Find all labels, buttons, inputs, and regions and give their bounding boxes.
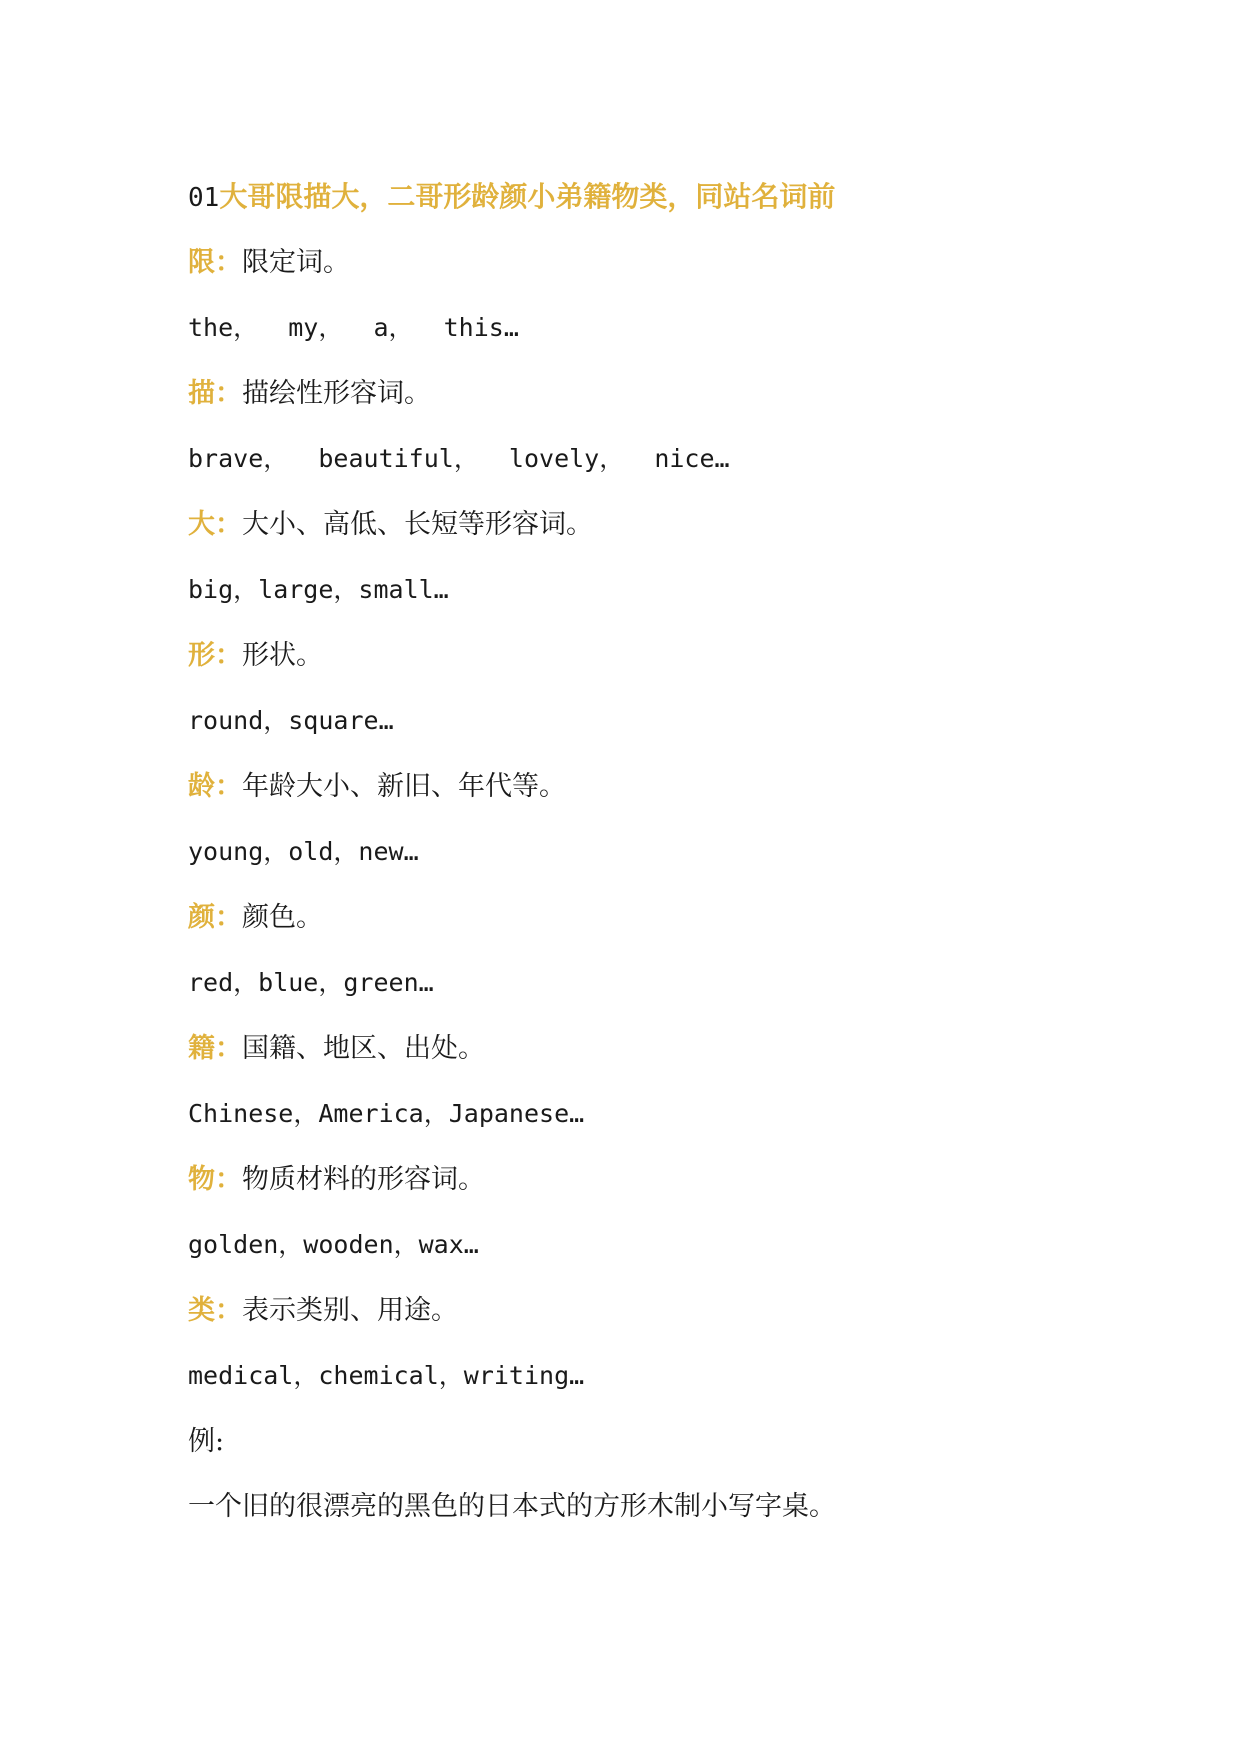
example-sentence: 一个旧的很漂亮的黑色的日本式的方形木制小写字桌。	[188, 1491, 836, 1522]
entry-term: 物：	[188, 1163, 242, 1195]
entry-examples: big，large，small…	[188, 575, 449, 604]
entry-examples: Chinese，America，Japanese…	[188, 1099, 585, 1128]
entry-examples: red，blue，green…	[188, 968, 434, 997]
entry-examples: medical，chemical，writing…	[188, 1361, 585, 1390]
section-heading	[188, 172, 1088, 238]
entry-definition-line	[188, 1286, 1088, 1352]
entry-definition: 描绘性形容词。	[242, 377, 431, 409]
entry-term: 龄：	[188, 770, 242, 802]
entry-definition: 大小、高低、长短等形容词。	[242, 508, 593, 540]
entry-definition: 表示类别、用途。	[242, 1294, 458, 1326]
entry-examples: round，square…	[188, 706, 394, 735]
entry-term: 籍：	[188, 1032, 242, 1064]
entry-term: 描：	[188, 377, 242, 409]
entry-definition-line	[188, 762, 1088, 828]
entry-examples: brave， beautiful， lovely， nice…	[188, 444, 730, 473]
example-label: 例:	[188, 1425, 225, 1457]
entry-definition-line	[188, 893, 1088, 959]
entry-definition-line	[188, 631, 1088, 697]
entry-definition-line	[188, 238, 1088, 304]
section-number: 01	[188, 183, 220, 213]
entry-definition: 年龄大小、新旧、年代等。	[242, 770, 566, 802]
entry-examples: the， my， a， this…	[188, 313, 519, 342]
entry-definition-line	[188, 500, 1088, 566]
entry-term: 大：	[188, 508, 242, 540]
entry-definition: 形状。	[242, 639, 323, 671]
entry-term: 限：	[188, 246, 242, 278]
entry-term: 类：	[188, 1294, 242, 1326]
entry-examples: golden，wooden，wax…	[188, 1230, 479, 1259]
entry-definition: 物质材料的形容词。	[242, 1163, 485, 1195]
entry-definition: 颜色。	[242, 901, 323, 933]
entry-definition-line	[188, 369, 1088, 435]
entry-list	[188, 238, 1088, 1417]
entry-examples: young，old，new…	[188, 837, 419, 866]
entry-definition-line	[188, 1024, 1088, 1090]
entry-definition: 国籍、地区、出处。	[242, 1032, 485, 1064]
section-title: 大哥限描大，二哥形龄颜小弟籍物类，同站名词前	[219, 180, 836, 213]
document-page	[188, 172, 1088, 1548]
entry-definition: 限定词。	[242, 246, 350, 278]
entry-term: 形：	[188, 639, 242, 671]
entry-term: 颜：	[188, 901, 242, 933]
entry-definition-line	[188, 1155, 1088, 1221]
